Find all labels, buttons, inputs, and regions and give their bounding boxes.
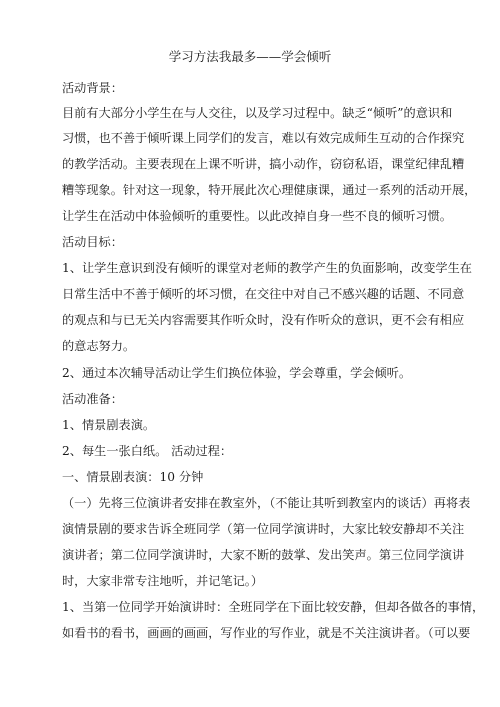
paragraph-line: 时，大家非常专注地听，并记笔记。） <box>62 574 264 588</box>
paragraph-line: 目前有大部分小学生在与人交往，以及学习过程中。缺乏“倾听”的意识和 <box>62 106 453 120</box>
paragraph-line: 的意志努力。 <box>62 339 136 353</box>
paragraph-line: 的观点和与已无关内容需要其作听众时，没有作听众的意识，更不会有相应 <box>62 313 465 327</box>
paragraph-line: 1、当第一位同学开始演讲时：全班同学在下面比较安静，但却各做各的事情， <box>62 600 485 614</box>
section-heading-goals: 活动目标： <box>62 235 123 249</box>
paragraph-line: （一）先将三位演讲者安排在教室外，（不能让其听到教室内的谈话）再将表 <box>62 496 471 510</box>
paragraph-line: 演讲者；第二位同学演讲时，大家不断的鼓掌、发出笑声。第三位同学演讲 <box>62 548 465 562</box>
section-heading-skit: 一、情景剧表演：10 分钟 <box>62 470 204 484</box>
section-heading-preparation: 活动准备： <box>62 392 123 406</box>
paragraph-line: 的教学活动。主要表现在上课不听讲，搞小动作，窃窃私语，课堂纪律乱糟 <box>62 157 465 171</box>
paragraph-line: 1、让学生意识到没有倾听的课堂对老师的教学产生的负面影响，改变学生在 <box>62 261 472 275</box>
paragraph-line: 糟等现象。针对这一现象，特开展此次心理健康课，通过一系列的活动开展， <box>62 183 477 197</box>
list-item: 1、情景剧表演。 <box>62 418 156 432</box>
document-title: 学习方法我最多——学会倾听 <box>168 49 332 64</box>
paragraph-line: 让学生在活动中体验倾听的重要性。以此改掉自身一些不良的倾听习惯。 <box>62 209 452 223</box>
list-item: 2、每生一张白纸。 活动过程： <box>62 444 233 458</box>
paragraph-line: 如看书的看书，画画的画画，写作业的写作业，就是不关注演讲者。（可以要 <box>62 626 471 640</box>
section-heading-background: 活动背景： <box>62 81 123 95</box>
paragraph-line: 日常生活中不善于倾听的坏习惯，在交往中对自己不感兴趣的话题、不同意 <box>62 287 465 301</box>
paragraph-line: 习惯，也不善于倾听课上同学们的发言，难以有效完成师生互动的合作探究 <box>62 131 465 145</box>
paragraph-line: 演情景剧的要求告诉全班同学（第一位同学演讲时，大家比较安静却不关注 <box>62 522 465 536</box>
paragraph-line: 2、通过本次辅导活动让学生们换位体验，学会尊重，学会倾听。 <box>62 366 412 380</box>
